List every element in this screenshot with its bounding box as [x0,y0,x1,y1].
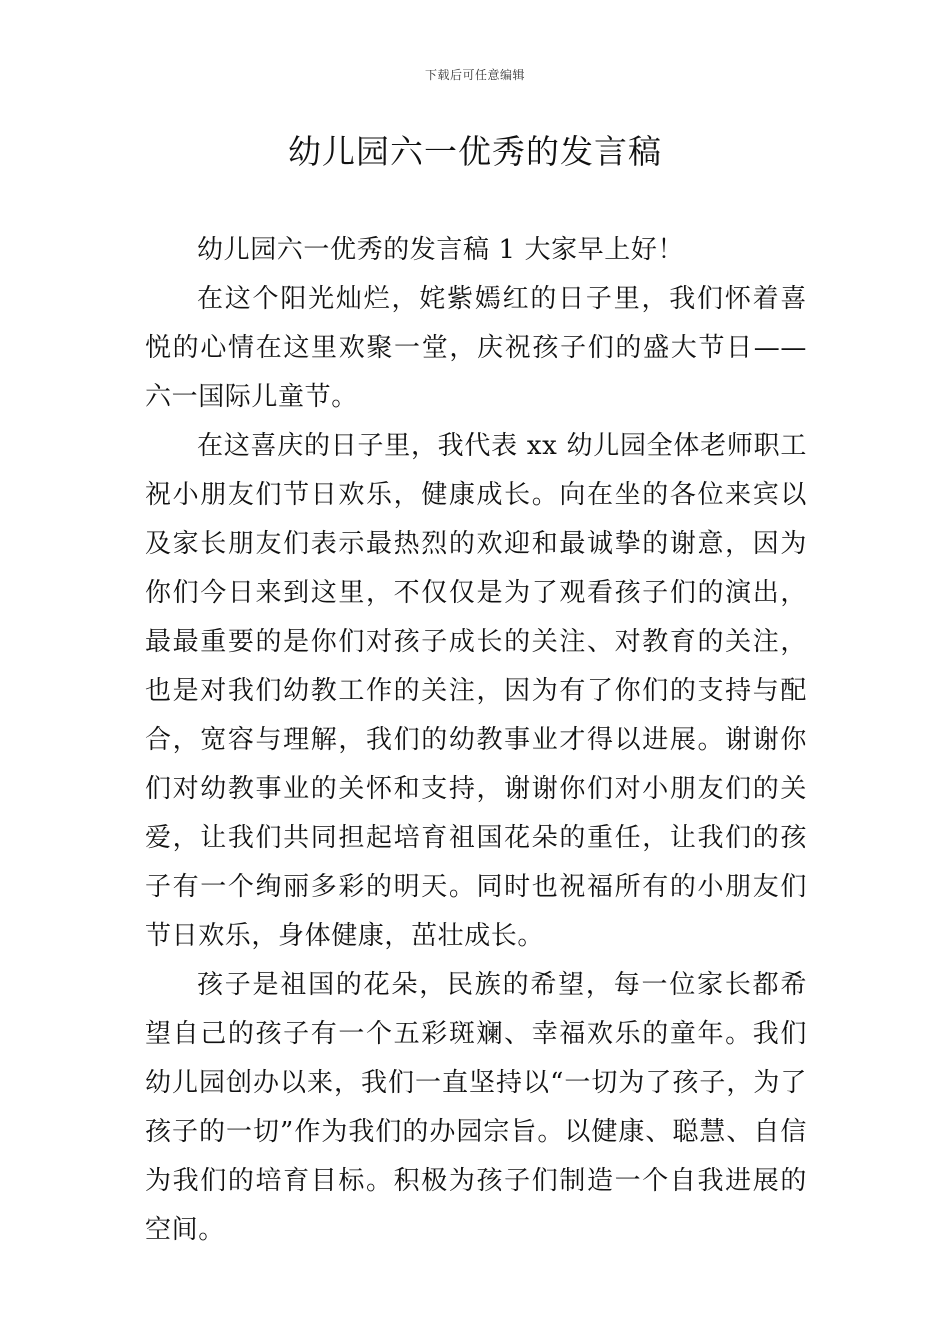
paragraph-opening: 在这个阳光灿烂，姹紫嫣红的日子里，我们怀着喜悦的心情在这里欢聚一堂，庆祝孩子们的盛大节日——六一国际儿童节。 [145,284,807,412]
header-note: 下载后可任意编辑 [424,68,525,82]
document-title: 幼儿园六一优秀的发言稿 [288,132,662,171]
paragraph-greeting: 幼儿园六一优秀的发言稿 1 大家早上好！ [197,235,685,265]
document-body [145,226,807,1255]
paragraph-mission: 孩子是祖国的花朵，民族的希望，每一位家长都希望自己的孩子有一个五彩斑斓、幸福欢乐的童年。我们幼儿园创办以来，我们一直坚持以“一切为了孩子，为了孩子的一切”作为我们的办园宗旨。以健康、聪慧、自信为我们的培育目标。积极为孩子们制造一个自我进展的空间。 [145,970,807,1245]
paragraph-thanks: 在这喜庆的日子里，我代表 xx 幼儿园全体老师职工祝小朋友们节日欢乐，健康成长。向在坐的各位来宾以及家长朋友们表示最热烈的欢迎和最诚挚的谢意，因为你们今日来到这里，不仅仅是为了观看孩子们的演出，最最重要的是你们对孩子成长的关注、对教育的关注，也是对我们幼教工作的关注，因为有了你们的支持与配合，宽容与理解，我们的幼教事业才得以进展。谢谢你们对幼教事业的关怀和支持，谢谢你们对小朋友们的关爱，让我们共同担起培育祖国花朵的重任，让我们的孩子有一个绚丽多彩的明天。同时也祝福所有的小朋友们节日欢乐，身体健康，茁壮成长。 [145,431,807,951]
